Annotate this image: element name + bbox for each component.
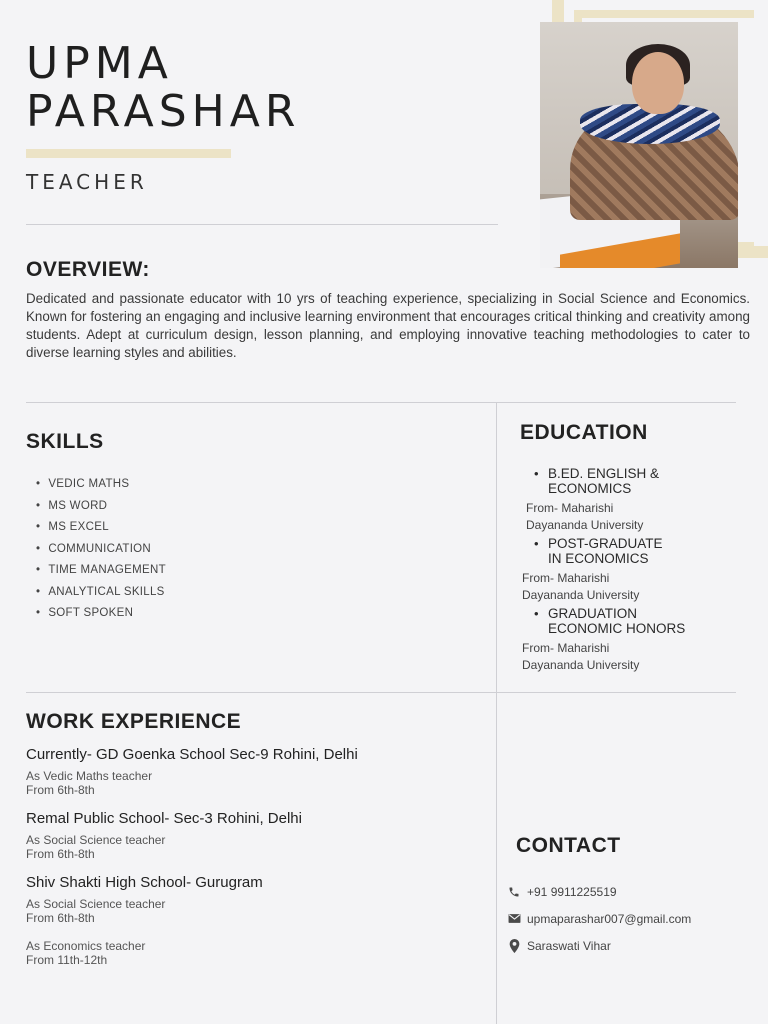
header-divider <box>26 224 498 225</box>
job-range: From 11th-12th <box>26 953 108 967</box>
contact-email <box>506 905 691 932</box>
degree-title <box>520 536 750 566</box>
job-entry <box>26 873 486 967</box>
institution-line: Dayananda University <box>526 518 644 532</box>
section-divider <box>26 402 736 403</box>
contact-heading: CONTACT <box>516 834 621 857</box>
degree-line: IN ECONOMICS <box>548 551 649 566</box>
work-heading: WORK EXPERIENCE <box>26 710 242 733</box>
phone-number[interactable]: +91 9911225519 <box>527 884 617 899</box>
name-accent-bar <box>26 149 231 158</box>
address-text: Saraswati Vihar <box>527 938 611 953</box>
mail-icon <box>506 911 522 927</box>
job-role: As Social Science teacher <box>26 897 166 911</box>
education-item <box>520 466 750 534</box>
job-title: Remal Public School- Sec-3 Rohini, Delhi <box>26 810 302 827</box>
name-heading <box>26 40 300 136</box>
skills-heading: SKILLS <box>26 430 104 453</box>
institution <box>520 640 750 674</box>
education-item <box>520 536 750 604</box>
institution <box>520 500 750 534</box>
email-address[interactable]: upmaparashar007@gmail.com <box>527 911 692 926</box>
job-title: Currently- GD Goenka School Sec-9 Rohini, Delhi <box>26 746 358 763</box>
education-item <box>520 606 750 674</box>
contact-phone <box>506 878 691 905</box>
institution-line: Dayananda University <box>522 658 640 672</box>
work-list <box>26 745 486 979</box>
first-name: UPMA <box>26 38 173 89</box>
institution-line: From- Maharishi <box>522 571 610 585</box>
skill-item: • VEDIC MATHS <box>36 474 166 496</box>
last-name: PARASHAR <box>26 86 301 137</box>
skills-list <box>36 474 166 625</box>
job-range: From 6th-8th <box>26 911 95 925</box>
institution-line: From- Maharishi <box>526 501 614 515</box>
skill-item: • SOFT SPOKEN <box>36 603 166 625</box>
job-role: TEACHER <box>26 170 148 194</box>
job-role: As Economics teacher <box>26 939 146 953</box>
skill-item: • MS EXCEL <box>36 517 166 539</box>
education-heading: EDUCATION <box>520 421 648 444</box>
skill-item: • TIME MANAGEMENT <box>36 560 166 582</box>
degree-line: ECONOMIC HONORS <box>548 621 686 636</box>
contact-address <box>506 932 691 959</box>
degree-line: • POST-GRADUATE <box>548 536 663 551</box>
degree-title <box>520 466 750 496</box>
degree-line: • GRADUATION <box>548 606 638 621</box>
job-role: As Social Science teacher <box>26 833 166 847</box>
degree-title <box>520 606 750 636</box>
institution <box>520 570 750 604</box>
job-entry <box>26 809 486 861</box>
institution-line: Dayananda University <box>522 588 640 602</box>
location-pin-icon <box>506 938 522 954</box>
overview-text: Dedicated and passionate educator with 10 yrs of teaching experience, specializing in Social Science and Economics. Known for fostering an engaging and inclusive learning environment that encourages critical thinking and creativity among students. Adept at curriculum design, lesson planning, and employing innovative teaching methodologies to cater to diverse learning styles and abilities. <box>26 291 750 360</box>
skill-item: • COMMUNICATION <box>36 539 166 561</box>
profile-photo <box>540 22 738 268</box>
degree-line: • B.ED. ENGLISH & <box>548 466 660 481</box>
skill-item: • MS WORD <box>36 496 166 518</box>
job-range: From 6th-8th <box>26 847 95 861</box>
education-list <box>520 466 750 676</box>
contact-list <box>506 878 691 959</box>
job-entry <box>26 745 486 797</box>
skill-item: • ANALYTICAL SKILLS <box>36 582 166 604</box>
phone-icon <box>506 884 522 900</box>
degree-line: ECONOMICS <box>548 481 632 496</box>
section-divider <box>26 692 736 693</box>
overview-heading: OVERVIEW: <box>26 258 150 281</box>
job-title: Shiv Shakti High School- Gurugram <box>26 874 263 891</box>
column-divider <box>496 402 497 1024</box>
institution-line: From- Maharishi <box>522 641 610 655</box>
job-range: From 6th-8th <box>26 783 95 797</box>
job-role: As Vedic Maths teacher <box>26 769 153 783</box>
